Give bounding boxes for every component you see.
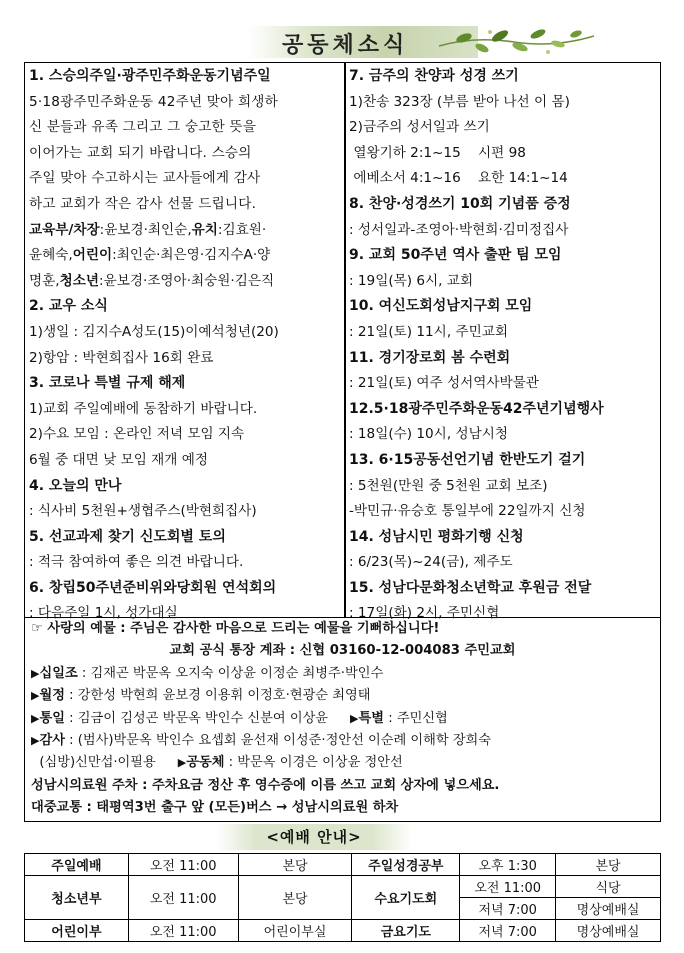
news-text: : 19일(목) 6시, 교회 bbox=[349, 272, 474, 289]
duty-names: (심방)신만섭·이필용 bbox=[31, 755, 156, 771]
left-column bbox=[29, 64, 341, 627]
triangle-bullet-icon: ▶ bbox=[31, 711, 40, 725]
duty-names: : 주민신협 bbox=[384, 710, 448, 726]
service-name: 주일성경공부 bbox=[352, 854, 460, 876]
news-text: 1)생일 : 김지수A성도(15)이예석청년(20) bbox=[29, 323, 279, 340]
news-text: 6월 중 대면 낮 모임 재개 예정 bbox=[29, 451, 209, 468]
teacher-names: 윤혜숙, bbox=[29, 247, 73, 264]
news-heading: 5. 선교과제 찾기 신도회별 토의 bbox=[29, 528, 226, 545]
duty-names: : 김금이 김성곤 박문옥 박인수 신분여 이상윤 bbox=[64, 710, 329, 726]
leaf-vine-icon bbox=[434, 22, 604, 62]
teacher-names: :김효원· bbox=[217, 221, 267, 238]
triangle-bullet-icon: ▶ bbox=[31, 689, 40, 703]
news-text: : 성서일과-조영아·박현희·김미정집사 bbox=[349, 221, 569, 238]
info-box bbox=[24, 618, 661, 822]
column-divider bbox=[344, 63, 346, 617]
triangle-bullet-icon: ▶ bbox=[177, 756, 187, 770]
table-row bbox=[25, 854, 661, 876]
title-banner bbox=[248, 22, 608, 62]
teacher-label: 유치 bbox=[191, 221, 218, 238]
teacher-names: :윤보경·최인순, bbox=[99, 221, 192, 238]
service-name: 청소년부 bbox=[25, 876, 129, 920]
news-text: : 21일(토) 11시, 주민교회 bbox=[349, 323, 508, 340]
news-heading: 3. 코로나 특별 규제 해제 bbox=[29, 375, 186, 392]
service-name: 주일예배 bbox=[25, 854, 129, 876]
service-title-banner bbox=[216, 822, 412, 852]
service-time: 오전 11:00 bbox=[460, 876, 556, 898]
table-row bbox=[25, 920, 661, 942]
duty-label: 공동체 bbox=[186, 755, 225, 771]
news-heading: 4. 오늘의 만나 bbox=[29, 477, 122, 494]
teacher-names: :최인순·최은영·김지수A·양 bbox=[112, 247, 271, 264]
duty-label: 십일조 bbox=[39, 665, 78, 681]
news-text: 신 분들과 유족 그리고 그 숭고한 뜻을 bbox=[29, 119, 257, 136]
service-table bbox=[24, 853, 661, 942]
news-text: : 5천원(만원 중 5천원 교회 보조) bbox=[349, 477, 548, 494]
news-heading: 13. 6·15공동선언기념 한반도기 걸기 bbox=[349, 451, 586, 468]
duty-label: 감사 bbox=[39, 732, 65, 748]
news-heading: 10. 여신도회성남지구회 모임 bbox=[349, 298, 533, 315]
news-text: : 적극 참여하여 좋은 의견 바랍니다. bbox=[29, 554, 244, 571]
duty-row bbox=[31, 730, 654, 752]
table-row bbox=[25, 876, 661, 898]
teacher-list bbox=[29, 218, 341, 244]
page-title: 공동체소식 bbox=[282, 33, 409, 58]
news-text: 1)교회 주일예배에 동참하기 바랍니다. bbox=[29, 400, 258, 417]
right-column bbox=[349, 64, 661, 627]
duty-row bbox=[31, 752, 654, 774]
news-text: 열왕기하 2:1~15 시편 98 bbox=[349, 144, 526, 161]
service-place: 명상예배실 bbox=[556, 898, 661, 920]
news-text: 하고 교회가 작은 감사 선물 드립니다. bbox=[29, 195, 257, 212]
triangle-bullet-icon: ▶ bbox=[350, 711, 359, 725]
news-text: -박민규·유승호 통일부에 22일까지 신청 bbox=[349, 503, 586, 520]
duty-label: 통일 bbox=[39, 710, 65, 726]
service-time: 오전 11:00 bbox=[128, 876, 238, 920]
news-text: : 6/23(목)~24(금), 제주도 bbox=[349, 554, 513, 571]
news-box bbox=[24, 62, 661, 622]
teacher-names: :윤보경·조영아·최숭원·김은직 bbox=[99, 272, 275, 289]
offering-note: ☞ 사랑의 예물 : 주님은 감사한 마음으로 드리는 예물을 기뻐하십니다! bbox=[31, 621, 440, 636]
news-text: 주일 맞아 수고하시는 교사들에게 감사 bbox=[29, 170, 261, 187]
service-name: 어린이부 bbox=[25, 920, 129, 942]
news-heading: 11. 경기장로회 봄 수련회 bbox=[349, 349, 511, 366]
teacher-list bbox=[29, 243, 341, 269]
news-text: : 21일(토) 여주 성서역사박물관 bbox=[349, 375, 539, 392]
duty-row bbox=[31, 708, 654, 730]
bank-account: 교회 공식 통장 계좌 : 신협 03160-12-004083 주민교회 bbox=[169, 643, 516, 659]
duty-names: : (범사)박문옥 박인수 요셉회 윤선재 이성준·정안선 이순례 이해학 장희숙 bbox=[64, 732, 492, 748]
service-time: 오후 1:30 bbox=[460, 854, 556, 876]
service-place: 명상예배실 bbox=[556, 920, 661, 942]
duty-names: : 김재곤 박문옥 오지숙 이상윤 이정순 최병주·박인수 bbox=[77, 665, 384, 681]
duty-names: : 강한성 박현희 윤보경 이용휘 이정호·현광순 최영태 bbox=[64, 688, 371, 704]
news-heading: 6. 창립50주년준비위와당회원 연석회의 bbox=[29, 579, 277, 596]
news-heading: 8. 찬양·성경쓰기 10회 기념품 증정 bbox=[349, 195, 571, 212]
service-place: 본당 bbox=[238, 876, 352, 920]
duty-names: : 박문옥 이경은 이상윤 정안선 bbox=[224, 755, 403, 771]
duty-row bbox=[31, 685, 654, 707]
service-place: 식당 bbox=[556, 876, 661, 898]
duty-label: 월정 bbox=[39, 688, 65, 704]
news-text: : 18일(수) 10시, 성남시청 bbox=[349, 426, 508, 443]
news-heading: 9. 교회 50주년 역사 출판 팀 모임 bbox=[349, 247, 562, 264]
parking-note: 성남시의료원 주차 : 주차요금 정산 후 영수증에 이름 쓰고 교회 상자에 넣으세요. bbox=[31, 777, 500, 793]
news-heading: 12.5·18광주민주화운동42주년기념행사 bbox=[349, 400, 604, 417]
news-heading: 1. 스승의주일·광주민주화운동기념주일 bbox=[29, 68, 271, 84]
service-time: 오전 11:00 bbox=[128, 854, 238, 876]
service-place: 본당 bbox=[238, 854, 352, 876]
news-text: : 식사비 5천원+생협주스(박현희집사) bbox=[29, 503, 257, 520]
news-heading: 14. 성남시민 평화기행 신청 bbox=[349, 528, 524, 545]
service-title: <예배 안내> bbox=[266, 828, 362, 846]
teacher-names: 명훈, bbox=[29, 272, 60, 289]
service-name: 수요기도회 bbox=[352, 876, 460, 920]
duty-row bbox=[31, 663, 654, 685]
news-text: : 다음주일 1시, 성가대실 bbox=[29, 605, 178, 622]
news-text: 이어가는 교회 되기 바랍니다. 스승의 bbox=[29, 144, 252, 161]
teacher-label: 청소년 bbox=[59, 272, 99, 289]
news-text: 2)수요 모임 : 온라인 저녁 모임 지속 bbox=[29, 426, 245, 443]
service-time: 저녁 7:00 bbox=[460, 898, 556, 920]
teacher-label: 어린이 bbox=[72, 247, 113, 264]
transit-note: 대중교통 : 태평역3번 출구 앞 (모든)버스 → 성남시의료원 하차 bbox=[31, 800, 399, 816]
teacher-list bbox=[29, 269, 341, 295]
news-heading: 2. 교우 소식 bbox=[29, 298, 108, 315]
news-heading: 15. 성남다문화청소년학교 후원금 전달 bbox=[349, 579, 592, 596]
triangle-bullet-icon: ▶ bbox=[31, 666, 40, 680]
news-text: : 17일(화) 2시, 주민신협 bbox=[349, 605, 500, 622]
service-time: 저녁 7:00 bbox=[460, 920, 556, 942]
service-place: 어린이부실 bbox=[238, 920, 352, 942]
duty-label: 특별 bbox=[358, 710, 384, 726]
news-text: 1)찬송 323장 (부름 받아 나선 이 몸) bbox=[349, 93, 570, 110]
news-text: 2)금주의 성서일과 쓰기 bbox=[349, 119, 490, 136]
news-text: 2)항암 : 박현희집사 16회 완료 bbox=[29, 349, 214, 366]
service-time: 오전 11:00 bbox=[128, 920, 238, 942]
news-heading: 7. 금주의 찬양과 성경 쓰기 bbox=[349, 68, 519, 84]
service-place: 본당 bbox=[556, 854, 661, 876]
teacher-label: 교육부/차장 bbox=[29, 221, 100, 238]
news-text: 5·18광주민주화운동 42주년 맞아 희생하 bbox=[29, 93, 278, 110]
triangle-bullet-icon: ▶ bbox=[31, 733, 40, 747]
service-name: 금요기도 bbox=[352, 920, 460, 942]
news-text: 에베소서 4:1~16 요한 14:1~14 bbox=[349, 170, 568, 187]
